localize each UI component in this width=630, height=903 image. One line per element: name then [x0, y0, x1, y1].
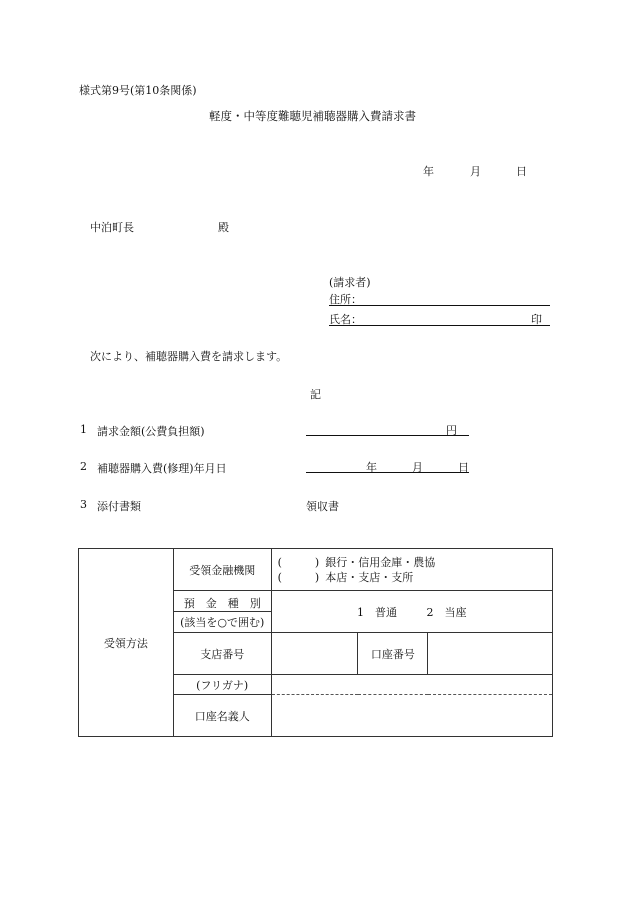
- name-label: 氏名：: [329, 313, 362, 326]
- account-holder-field[interactable]: [271, 695, 552, 737]
- branch-number-field[interactable]: [271, 633, 358, 675]
- purchase-year: 年: [366, 461, 377, 474]
- item-2-label: 補聴器購入費(修理)年月日: [97, 462, 227, 475]
- address-field[interactable]: [329, 291, 550, 306]
- ki-heading: 記: [310, 388, 321, 401]
- receipt-method-table: [78, 548, 553, 737]
- date-month: 月: [470, 165, 481, 178]
- account-number-field[interactable]: [428, 633, 553, 675]
- deposit-option-ordinary[interactable]: 1 普通: [357, 605, 398, 619]
- purchase-day: 日: [458, 461, 469, 474]
- addressee-name: 中泊町長: [90, 221, 134, 234]
- deposit-type-field[interactable]: [271, 591, 552, 633]
- purchase-month: 月: [412, 461, 423, 474]
- seal-mark: 印: [531, 313, 542, 326]
- name-field[interactable]: [329, 311, 550, 326]
- bank-field[interactable]: [271, 549, 552, 591]
- account-number-label: 口座番号: [358, 633, 428, 675]
- date-day: 日: [516, 165, 527, 178]
- bank-paren-2: ( ): [277, 570, 320, 584]
- item-1-number: 1: [80, 423, 87, 436]
- deposit-type-note: (該当を○で囲む): [173, 612, 271, 633]
- page-title: 軽度・中等度難聴児補聴器購入費請求書: [209, 109, 416, 123]
- claimant-heading: (請求者): [329, 276, 371, 289]
- addressee-honorific: 殿: [218, 221, 229, 234]
- yen-unit: 円: [446, 424, 457, 437]
- account-holder-label: 口座名義人: [173, 695, 271, 737]
- date-year: 年: [423, 165, 434, 178]
- bank-paren-1: ( ): [277, 555, 320, 569]
- furigana-label: (フリガナ): [173, 675, 271, 695]
- deposit-type-label: 預 金 種 別: [173, 591, 271, 612]
- receipt-method-label: 受領方法: [79, 549, 174, 737]
- furigana-field[interactable]: [271, 675, 552, 695]
- item-3-number: 3: [80, 498, 87, 511]
- address-label: 住所：: [329, 293, 362, 306]
- item-2-number: 2: [80, 460, 87, 473]
- branch-type-options: 本店・支店・支所: [325, 570, 414, 584]
- item-3-label: 添付書類: [97, 500, 141, 513]
- purchase-date-field[interactable]: [306, 459, 469, 473]
- bank-label: 受領金融機関: [173, 549, 271, 591]
- form-number: 様式第9号(第10条関係): [79, 84, 197, 97]
- branch-number-label: 支店番号: [173, 633, 271, 675]
- claim-amount-field[interactable]: [306, 422, 469, 436]
- intro-text: 次により、補聴器購入費を請求します。: [90, 350, 288, 363]
- bank-type-options: 銀行・信用金庫・農協: [325, 555, 436, 569]
- deposit-option-current[interactable]: 2 当座: [426, 605, 467, 619]
- attachment-value: 領収書: [306, 500, 339, 513]
- item-1-label: 請求金額(公費負担額): [97, 425, 205, 438]
